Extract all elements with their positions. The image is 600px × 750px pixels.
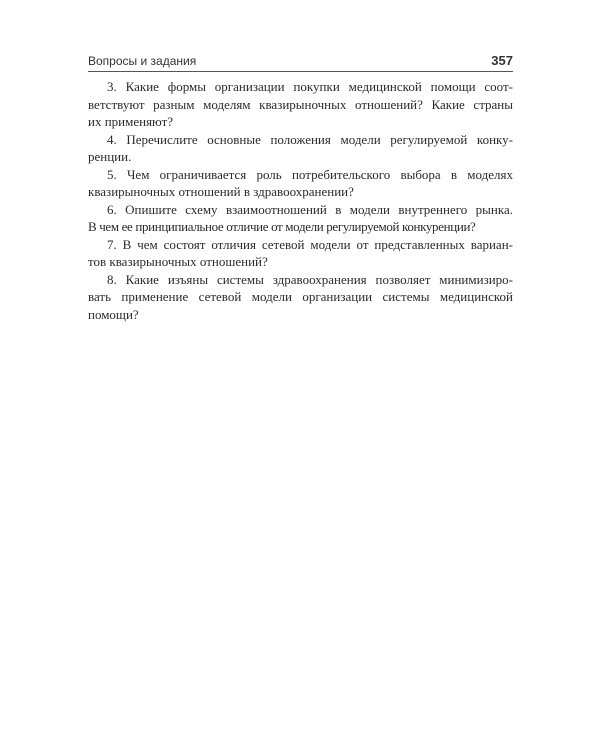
question-line: 4. Перечислите основные положения модели регулируемой конку- xyxy=(107,131,513,147)
header-rule xyxy=(88,71,513,72)
page-number: 357 xyxy=(491,53,513,68)
question-7 xyxy=(88,236,513,271)
question-4 xyxy=(88,131,513,166)
question-5 xyxy=(88,166,513,201)
question-line: помощи? xyxy=(88,306,139,322)
question-line: ренции. xyxy=(88,149,132,164)
question-3 xyxy=(88,78,513,131)
question-line: квазирыночных отношений в здравоохранении? xyxy=(88,184,354,199)
question-line: 8. Какие изъяны системы здравоохранения позволяет минимизиро- xyxy=(107,271,513,287)
question-line: 6. Опишите схему взаимоотношений в модели внутреннего рынка. xyxy=(107,201,513,217)
questions-list xyxy=(88,78,513,323)
question-line: вать применение сетевой модели организации системы медицинской xyxy=(88,289,513,304)
question-8 xyxy=(88,271,513,324)
section-title: Вопросы и задания xyxy=(88,54,197,68)
question-line: их применяют? xyxy=(88,114,174,129)
question-line: 7. В чем состоят отличия сетевой модели от представленных вариан- xyxy=(107,236,513,252)
question-line: В чем ее принципиальное отличие от модели регулируемой конкуренции? xyxy=(88,219,476,234)
question-line: ветствуют разным моделям квазирыночных отношений? Какие страны xyxy=(88,96,513,112)
running-head xyxy=(88,50,513,72)
question-line: 3. Какие формы организации покупки медицинской помощи соот- xyxy=(107,79,513,94)
question-line: тов квазирыночных отношений? xyxy=(88,254,268,269)
question-line: 5. Чем ограничивается роль потребительского выбора в моделях xyxy=(107,166,513,182)
question-6 xyxy=(88,201,513,236)
